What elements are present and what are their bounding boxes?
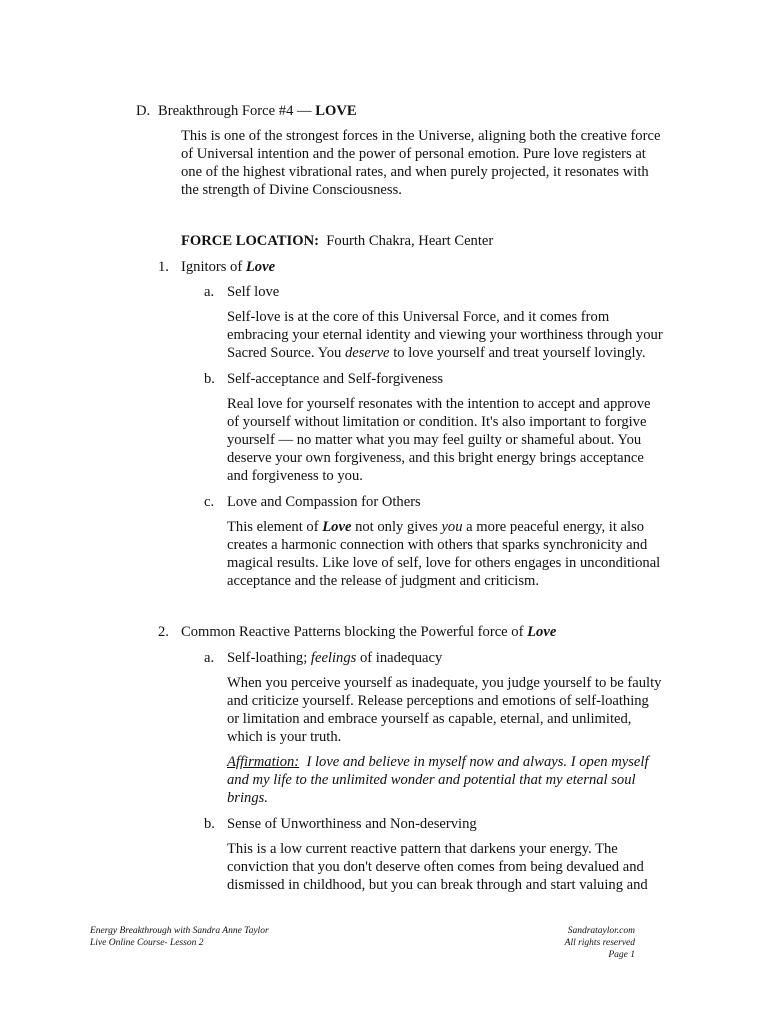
affirmation-label: Affirmation: [227,754,300,770]
list-title-prefix: Common Reactive Patterns blocking the Powerful force of [181,624,524,640]
body-line: acceptance and the release of judgment and criticism. [227,573,539,589]
force-location [181,232,493,250]
item-title: Sense of Unworthiness and Non-deserving [227,816,477,832]
affirmation-line [227,753,649,771]
body-line: Real love for yourself resonates with the intention to accept and approve [227,396,651,412]
intro-line: of Universal intention and the power of personal emotion. Pure love registers at [181,146,646,162]
body-line [227,344,646,362]
item-title: Self-acceptance and Self-forgiveness [227,371,444,387]
body-line: creates a harmonic connection with others that sparks synchronicity and [227,537,648,553]
body-text: a more peaceful energy, it also [466,519,645,535]
force-location-label: FORCE LOCATION: [181,233,319,249]
footer-left-line: Live Online Course- Lesson 2 [90,938,204,948]
list-title-prefix: Ignitors of [181,259,243,275]
footer-right-line: All rights reserved [564,938,635,948]
intro-line: one of the highest vibrational rates, and when purely projected, it resonates with [181,164,649,180]
section-heading [158,102,357,120]
body-text: not only gives [355,519,438,535]
body-line: yourself — no matter what you may feel guilty or shameful about. You [227,432,642,448]
list-title-emph: Love [527,624,557,640]
body-line: deserve your own forgiveness, and this bright energy brings acceptance [227,450,644,466]
item-marker: b. [204,371,215,387]
body-text: Sacred Source. You [227,345,342,361]
body-line: conviction that you don't deserve often comes from being devalued and [227,859,644,875]
body-line: and forgiveness to you. [227,468,363,484]
item-title-emph: feelings [310,650,357,666]
body-line [227,518,644,536]
item-title: Love and Compassion for Others [227,494,421,510]
affirmation-text: I love and believe in myself now and always. I open myself [306,754,649,770]
body-line: and criticize yourself. Release perceptions and emotions of self-loathing [227,693,649,709]
item-marker: a. [204,284,215,300]
section-heading-prefix: Breakthrough Force #4 — [158,103,312,119]
body-emph: you [441,519,463,535]
item-marker: a. [204,650,215,666]
body-emph: deserve [344,345,390,361]
list-title [181,623,556,641]
item-title-text: Self-loathing; [227,650,308,666]
item-title-text: of inadequacy [359,650,443,666]
item-marker: b. [204,816,215,832]
body-line: Self-love is at the core of this Universal Force, and it comes from [227,309,610,325]
body-line: magical results. Like love of self, love for others engages in unconditional [227,555,661,571]
affirmation-line [227,789,268,807]
section-heading-bold: LOVE [315,103,357,119]
item-marker: c. [204,494,215,510]
item-title [227,649,442,667]
body-line: dismissed in childhood, but you can break through and start valuing and [227,877,648,893]
section-marker: D. [136,103,151,119]
body-line: or limitation and embrace yourself as capable, eternal, and unlimited, [227,711,632,727]
body-line: embracing your eternal identity and viewing your worthiness through your [227,327,663,343]
footer-left-line: Energy Breakthrough with Sandra Anne Taylor [90,926,269,936]
list-number: 1. [158,259,169,275]
body-line: When you perceive yourself as inadequate, you judge yourself to be faulty [227,675,662,691]
affirmation-text: and my life to the unlimited wonder and potential that my eternal soul [227,772,636,788]
intro-line: the strength of Divine Consciousness. [181,182,402,198]
force-location-value: Fourth Chakra, Heart Center [326,233,494,249]
list-number: 2. [158,624,169,640]
affirmation-line [227,771,636,789]
item-title: Self love [227,284,280,300]
list-title-emph: Love [245,259,276,275]
body-line: which is your truth. [227,729,342,745]
body-line: of yourself without limitation or condition. It's also important to forgive [227,414,647,430]
body-text: to love yourself and treat yourself lovingly. [393,345,646,361]
footer-page-number: Page 1 [608,950,635,960]
list-title [181,258,275,276]
body-text: This element of [227,519,319,535]
footer-right-line: Sandrataylor.com [567,926,635,936]
body-line: This is a low current reactive pattern that darkens your energy. The [227,841,618,857]
intro-line: This is one of the strongest forces in the Universe, aligning both the creative force [181,128,661,144]
affirmation-text: brings. [227,790,268,806]
body-emph: Love [322,519,352,535]
